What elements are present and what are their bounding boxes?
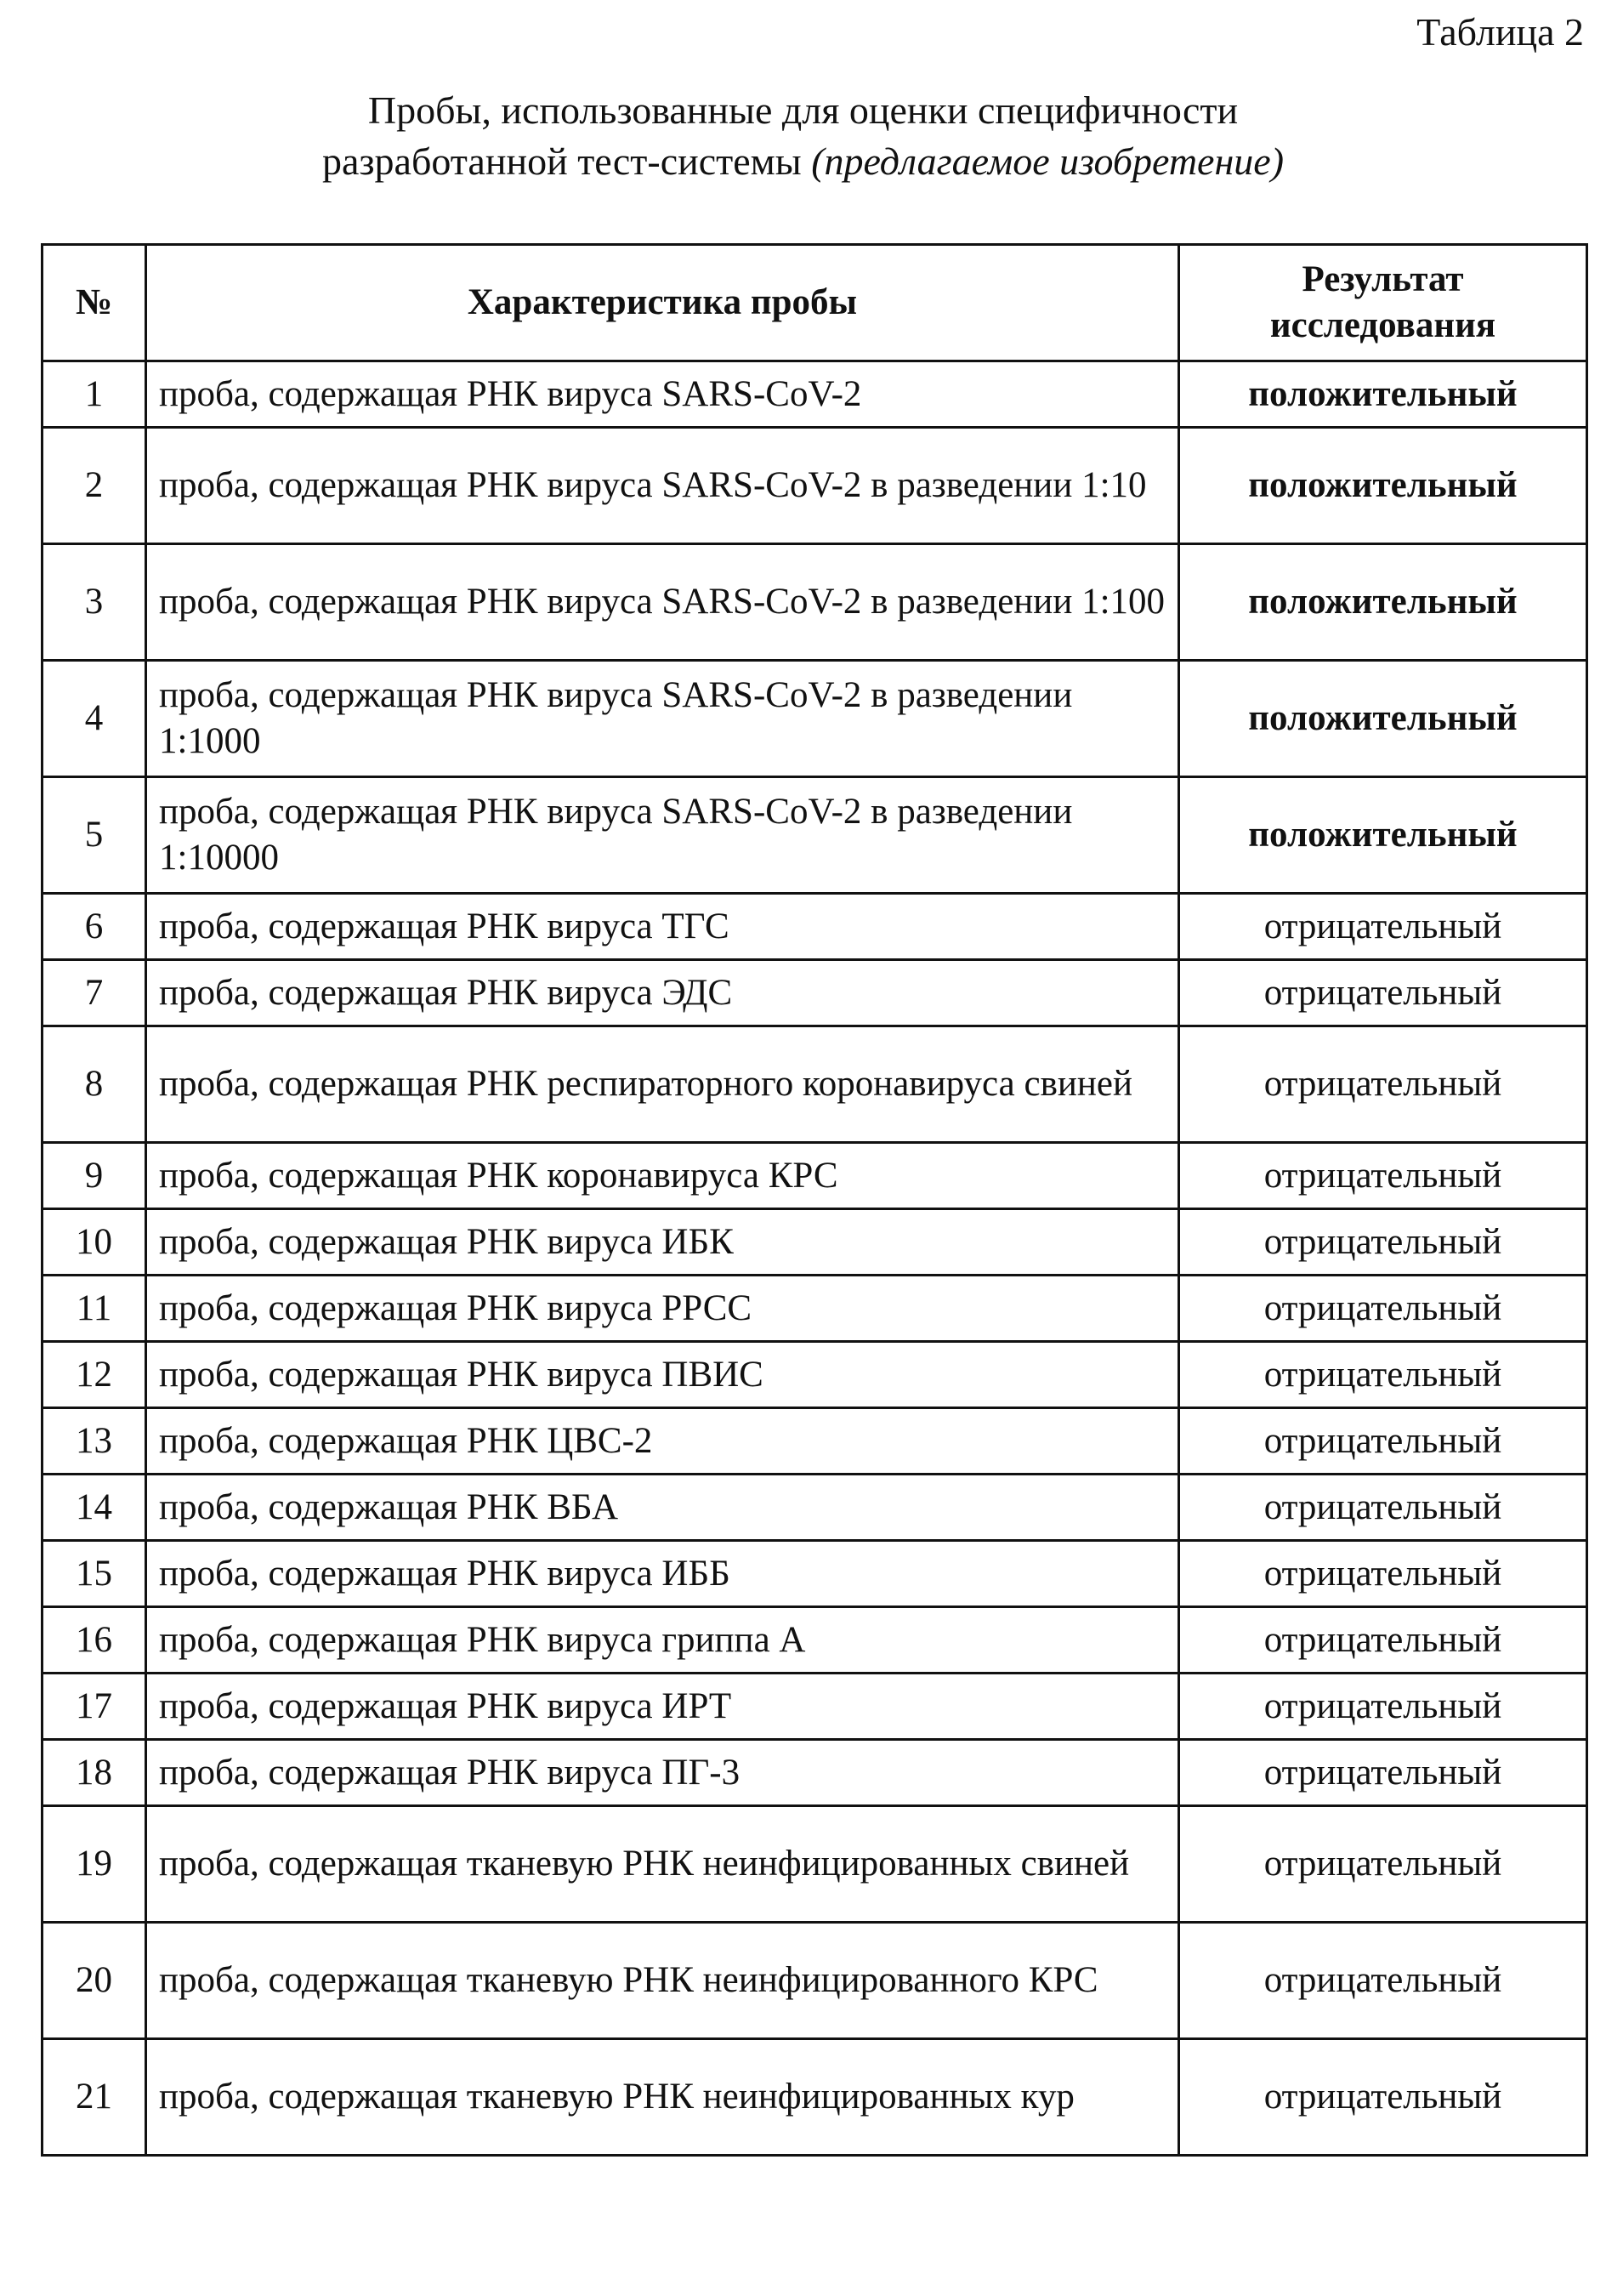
row-number: 1 [43, 361, 146, 428]
row-characteristic: проба, содержащая РНК вируса РРСС [146, 1276, 1179, 1342]
table-row [43, 1740, 1587, 1806]
row-number: 2 [43, 428, 146, 544]
row-number: 7 [43, 960, 146, 1026]
row-result: отрицательный [1179, 894, 1587, 960]
table-row [43, 894, 1587, 960]
row-characteristic: проба, содержащая РНК вируса гриппа А [146, 1607, 1179, 1674]
table-row [43, 1923, 1587, 2039]
row-number: 8 [43, 1026, 146, 1143]
row-result: отрицательный [1179, 1209, 1587, 1276]
row-result: отрицательный [1179, 1475, 1587, 1541]
row-number: 3 [43, 544, 146, 661]
row-result: положительный [1179, 428, 1587, 544]
table-number-label: Таблица 2 [1416, 10, 1584, 54]
table-header-row [43, 245, 1587, 361]
row-result: отрицательный [1179, 1276, 1587, 1342]
row-characteristic: проба, содержащая РНК вируса ИБК [146, 1209, 1179, 1276]
row-number: 18 [43, 1740, 146, 1806]
row-result: положительный [1179, 544, 1587, 661]
row-characteristic: проба, содержащая РНК ВБА [146, 1475, 1179, 1541]
row-number: 5 [43, 777, 146, 894]
row-result: отрицательный [1179, 1026, 1587, 1143]
row-characteristic: проба, содержащая РНК вируса SARS-CoV-2 в разведении 1:10 [146, 428, 1179, 544]
table-body [43, 361, 1587, 2156]
row-number: 4 [43, 661, 146, 777]
row-result: отрицательный [1179, 1923, 1587, 2039]
row-number: 13 [43, 1408, 146, 1475]
caption-line-2 [0, 136, 1606, 187]
row-number: 11 [43, 1276, 146, 1342]
caption-line-2-plain: разработанной тест-системы [321, 139, 802, 183]
row-characteristic: проба, содержащая РНК вируса ТГС [146, 894, 1179, 960]
row-characteristic: проба, содержащая РНК вируса ИРТ [146, 1674, 1179, 1740]
row-number: 9 [43, 1143, 146, 1209]
row-result: положительный [1179, 661, 1587, 777]
table-row [43, 1607, 1587, 1674]
row-number: 19 [43, 1806, 146, 1923]
table-row [43, 661, 1587, 777]
caption-line-2-italic: (предлагаемое изобретение) [811, 139, 1285, 183]
row-number: 12 [43, 1342, 146, 1408]
row-number: 14 [43, 1475, 146, 1541]
table-row [43, 1806, 1587, 1923]
row-result: отрицательный [1179, 1143, 1587, 1209]
row-result: отрицательный [1179, 1740, 1587, 1806]
header-result: Результат исследования [1179, 245, 1587, 361]
samples-table [41, 243, 1588, 2157]
row-characteristic: проба, содержащая тканевую РНК неинфицированных кур [146, 2039, 1179, 2156]
row-number: 17 [43, 1674, 146, 1740]
row-result: отрицательный [1179, 1342, 1587, 1408]
table-caption [0, 85, 1606, 187]
table-row [43, 1026, 1587, 1143]
row-number: 6 [43, 894, 146, 960]
row-characteristic: проба, содержащая РНК респираторного коронавируса свиней [146, 1026, 1179, 1143]
row-result: отрицательный [1179, 1607, 1587, 1674]
table-row [43, 361, 1587, 428]
row-number: 20 [43, 1923, 146, 2039]
row-characteristic: проба, содержащая тканевую РНК неинфицированного КРС [146, 1923, 1179, 2039]
row-characteristic: проба, содержащая РНК ЦВС-2 [146, 1408, 1179, 1475]
table-row [43, 1276, 1587, 1342]
row-result: положительный [1179, 361, 1587, 428]
table-row [43, 2039, 1587, 2156]
row-result: отрицательный [1179, 2039, 1587, 2156]
row-result: положительный [1179, 777, 1587, 894]
table-row [43, 1475, 1587, 1541]
header-number: № [43, 245, 146, 361]
table-row [43, 1674, 1587, 1740]
table-row [43, 960, 1587, 1026]
row-result: отрицательный [1179, 1408, 1587, 1475]
row-characteristic: проба, содержащая РНК вируса SARS-CoV-2 в разведении 1:100 [146, 544, 1179, 661]
row-characteristic: проба, содержащая РНК вируса ПВИС [146, 1342, 1179, 1408]
row-number: 16 [43, 1607, 146, 1674]
table-row [43, 1408, 1587, 1475]
table-row [43, 1143, 1587, 1209]
table-row [43, 1209, 1587, 1276]
table-row [43, 777, 1587, 894]
row-result: отрицательный [1179, 1806, 1587, 1923]
row-characteristic: проба, содержащая РНК вируса ПГ-3 [146, 1740, 1179, 1806]
row-result: отрицательный [1179, 1541, 1587, 1607]
row-characteristic: проба, содержащая тканевую РНК неинфицированных свиней [146, 1806, 1179, 1923]
caption-line-1: Пробы, использованные для оценки специфичности [367, 88, 1239, 132]
table-row [43, 428, 1587, 544]
row-number: 15 [43, 1541, 146, 1607]
row-characteristic: проба, содержащая РНК вируса ЭДС [146, 960, 1179, 1026]
table-row [43, 1541, 1587, 1607]
table-row [43, 1342, 1587, 1408]
row-characteristic: проба, содержащая РНК вируса ИББ [146, 1541, 1179, 1607]
row-characteristic: проба, содержащая РНК вируса SARS-CoV-2 в разведении 1:10000 [146, 777, 1179, 894]
row-number: 10 [43, 1209, 146, 1276]
row-result: отрицательный [1179, 960, 1587, 1026]
row-characteristic: проба, содержащая РНК вируса SARS-CoV-2 [146, 361, 1179, 428]
table-row [43, 544, 1587, 661]
header-characteristic: Характеристика пробы [146, 245, 1179, 361]
row-number: 21 [43, 2039, 146, 2156]
row-characteristic: проба, содержащая РНК вируса SARS-CoV-2 в разведении 1:1000 [146, 661, 1179, 777]
row-characteristic: проба, содержащая РНК коронавируса КРС [146, 1143, 1179, 1209]
row-result: отрицательный [1179, 1674, 1587, 1740]
